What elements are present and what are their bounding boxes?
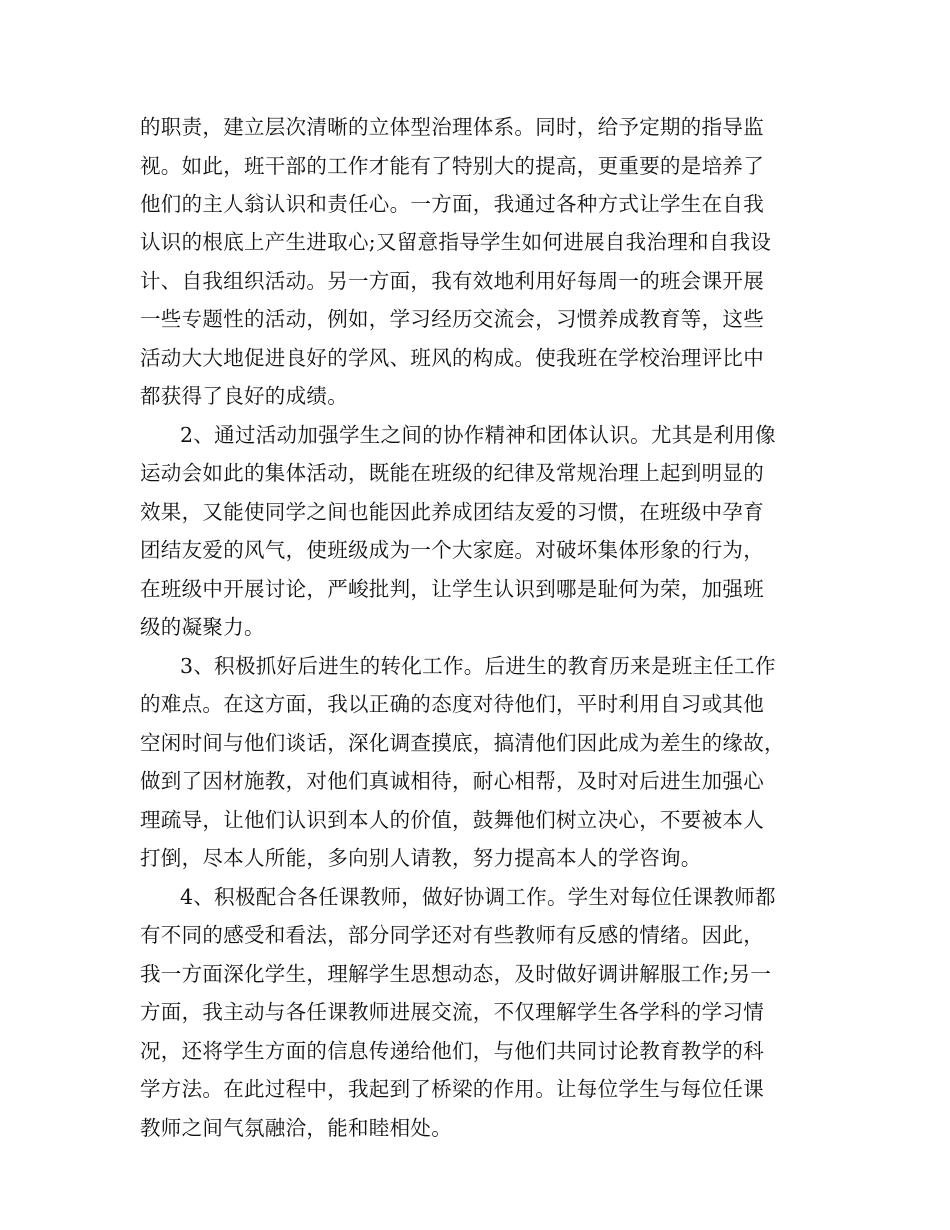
- text-line: 的职责，建立层次清晰的立体型治理体系。同时，给予定期的指导监: [140, 115, 764, 139]
- text-line: 空闲时间与他们谈话，深化调查摸底，搞清他们因此成为差生的缘故，: [140, 731, 785, 755]
- text-line: 级的凝聚力。: [140, 615, 265, 639]
- paragraph-3-first-line: 3、积极抓好后进生的转化工作。后进生的教育历来是班主任工作: [180, 654, 776, 678]
- text-line: 认识的根底上产生进取心;又留意指导学生如何进展自我治理和自我设: [140, 230, 772, 254]
- text-line: 都获得了良好的成绩。: [140, 384, 348, 408]
- text-line: 视。如此，班干部的工作才能有了特别大的提高，更重要的是培养了: [140, 154, 764, 178]
- paragraph-4-first-line: 4、积极配合各任课教师，做好协调工作。学生对每位任课教师都: [180, 885, 776, 909]
- text-line: 效果，又能使同学之间也能因此养成团结友爱的习惯，在班级中孕育: [140, 500, 764, 524]
- text-line: 方面，我主动与各任课教师进展交流，不仅理解学生各学科的学习情: [140, 1000, 764, 1024]
- paragraph-2-first-line: 2、通过活动加强学生之间的协作精神和团体认识。尤其是利用像: [180, 423, 776, 447]
- text-line: 运动会如此的集体活动，既能在班级的纪律及常规治理上起到明显的: [140, 461, 764, 485]
- text-line: 理疏导，让他们认识到本人的价值，鼓舞他们树立决心，不要被本人: [140, 808, 764, 832]
- text-line: 况，还将学生方面的信息传递给他们，与他们共同讨论教育教学的科: [140, 1039, 764, 1063]
- text-line: 打倒，尽本人所能，多向别人请教，努力提高本人的学咨询。: [140, 846, 702, 870]
- text-line: 我一方面深化学生，理解学生思想动态，及时做好调讲解服工作;另一: [140, 962, 772, 986]
- text-line: 教师之间气氛融洽，能和睦相处。: [140, 1116, 452, 1140]
- text-line: 做到了因材施教，对他们真诚相待，耐心相帮，及时对后进生加强心: [140, 769, 764, 793]
- text-line: 他们的主人翁认识和责任心。一方面，我通过各种方式让学生在自我: [140, 192, 764, 216]
- text-line: 计、自我组织活动。另一方面，我有效地利用好每周一的班会课开展: [140, 269, 764, 293]
- text-line: 学方法。在此过程中，我起到了桥梁的作用。让每位学生与每位任课: [140, 1077, 764, 1101]
- text-line: 团结友爱的风气，使班级成为一个大家庭。对破坏集体形象的行为，: [140, 538, 764, 562]
- text-line: 活动大大地促进良好的学风、班风的构成。使我班在学校治理评比中: [140, 346, 764, 370]
- text-line: 在班级中开展讨论，严峻批判，让学生认识到哪是耻何为荣，加强班: [140, 577, 764, 601]
- text-line: 的难点。在这方面，我以正确的态度对待他们，平时利用自习或其他: [140, 692, 764, 716]
- text-line: 有不同的感受和看法，部分同学还对有些教师有反感的情绪。因此，: [140, 923, 764, 947]
- text-line: 一些专题性的活动，例如，学习经历交流会，习惯养成教育等，这些: [140, 307, 764, 331]
